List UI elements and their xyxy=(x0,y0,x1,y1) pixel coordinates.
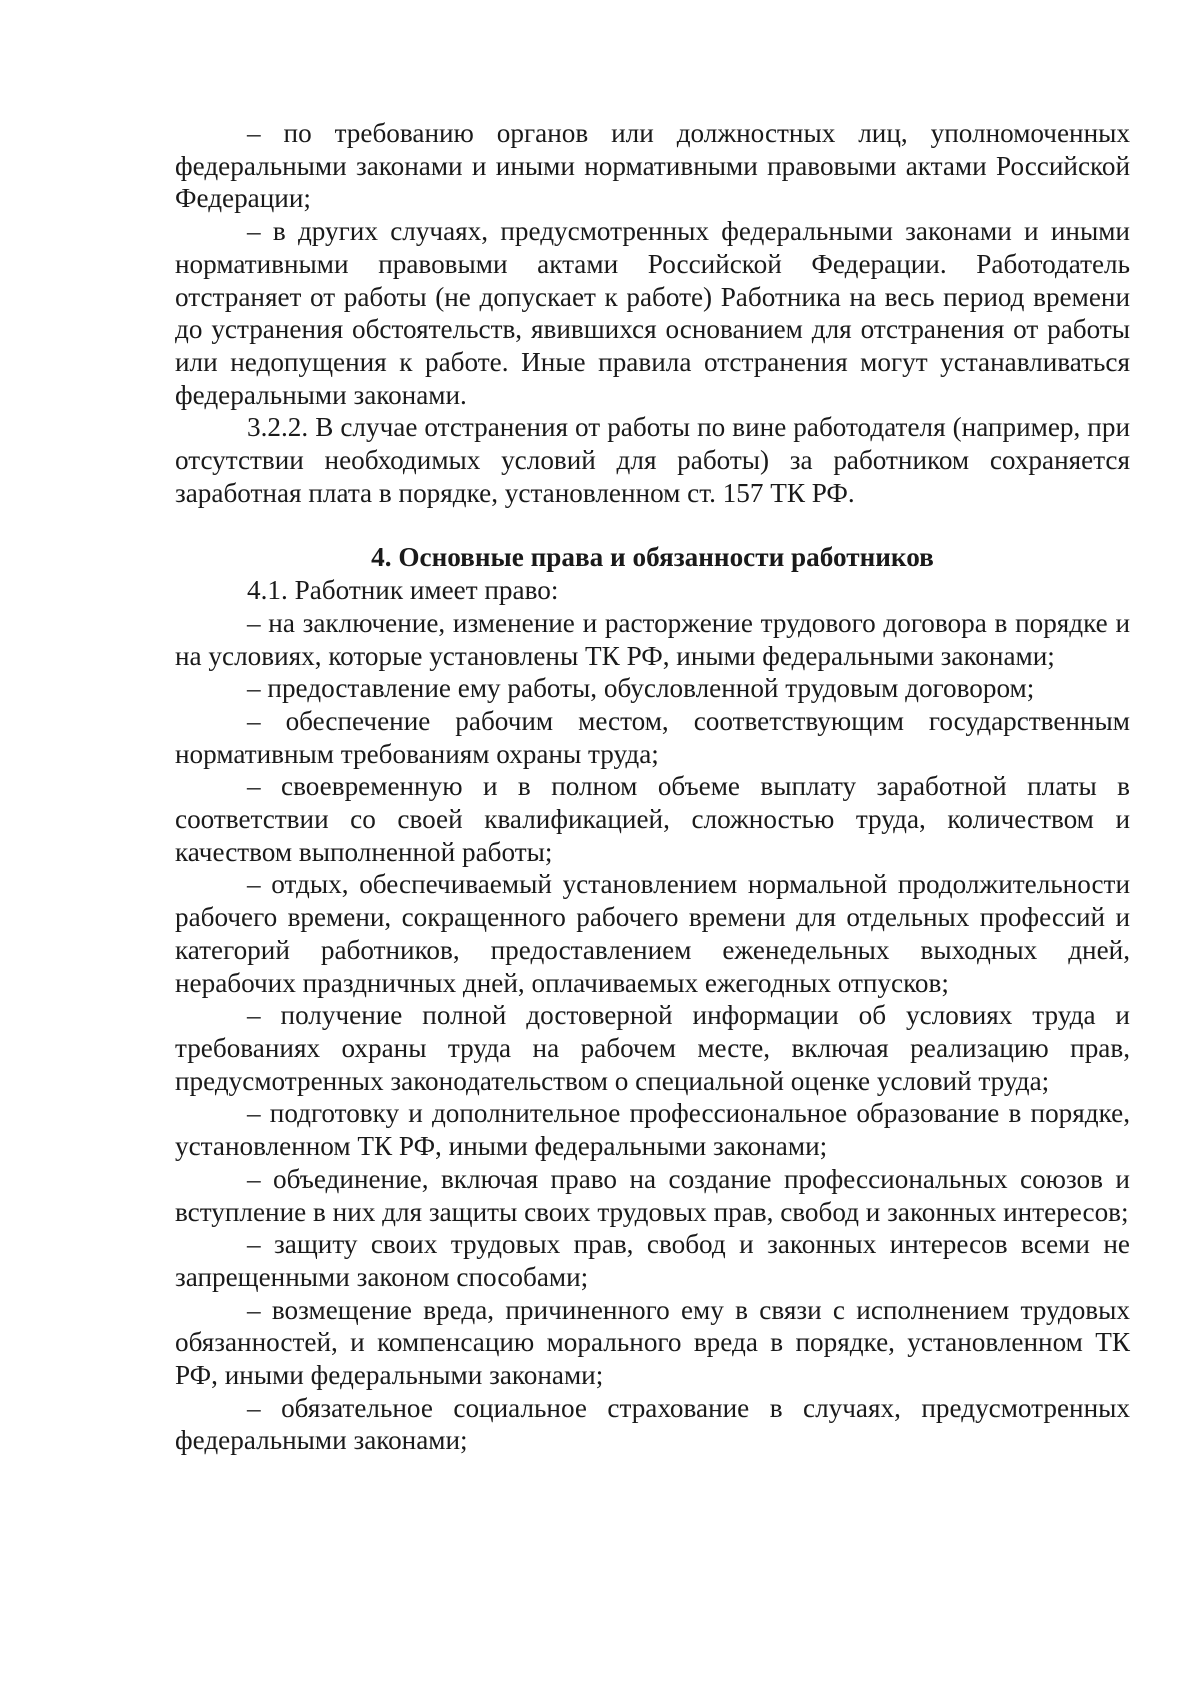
list-item-protection: – защиту своих трудовых прав, свобод и законных интересов всеми не запрещенными законом способами; xyxy=(175,1229,1130,1292)
list-item-rest: – отдых, обеспечиваемый установлением нормальной продолжительности рабочего времени, сокращенного рабочего времени для отдельных профессий и категорий работников, предоставлением еженедельных выходных дней, нерабочих праздничных дней, оплачиваемых ежегодных отпусков; xyxy=(175,869,1130,998)
section-heading: 4. Основные права и обязанности работников xyxy=(371,542,934,573)
list-item-workplace: – обеспечение рабочим местом, соответствующим государственным нормативным требованиям охраны труда; xyxy=(175,705,1130,769)
list-item-union: – объединение, включая право на создание профессиональных союзов и вступление в них для защиты своих трудовых прав, свобод и законных интересов; xyxy=(175,1163,1130,1227)
list-item-insurance: – обязательное социальное страхование в случаях, предусмотренных федеральными законами; xyxy=(175,1392,1130,1456)
list-item-contract: – на заключение, изменение и расторжение трудового договора в порядке и на условиях, которые установлены ТК РФ, иными федеральными законами; xyxy=(175,607,1130,671)
document-page xyxy=(175,117,1130,1457)
paragraph-3-2-2: 3.2.2. В случае отстранения от работы по вине работодателя (например, при отсутствии необходимых условий для работы) за работником сохраняется заработная плата в порядке, установленном ст. 157 ТК РФ. xyxy=(175,412,1130,508)
list-item-salary: – своевременную и в полном объеме выплату заработной платы в соответствии со своей квалификацией, сложностью труда, количеством и качеством выполненной работы; xyxy=(175,771,1130,867)
paragraph-4-1: 4.1. Работник имеет право: xyxy=(247,575,559,606)
list-item-information: – получение полной достоверной информации об условиях труда и требованиях охраны труда на рабочем месте, включая реализацию прав, предусмотренных законодательством о специальной оценке условий труда; xyxy=(175,1000,1130,1096)
paragraph-removal-other-cases: – в других случаях, предусмотренных федеральными законами и иными нормативными правовыми актами Российской Федерации. Работодатель отстраняет от работы (не допускает к работе) Работника на весь период времени до устранения обстоятельств, явившихся основанием для отстранения от работы или недопущения к работе. Иные правила отстранения могут устанавливаться федеральными законами. xyxy=(175,216,1130,410)
list-item-training: – подготовку и дополнительное профессиональное образование в порядке, установленном ТК РФ, иными федеральными законами; xyxy=(175,1098,1130,1162)
list-item-compensation: – возмещение вреда, причиненного ему в связи с исполнением трудовых обязанностей, и компенсацию морального вреда в порядке, установленном ТК РФ, иными федеральными законами; xyxy=(175,1294,1130,1391)
paragraph-removal-by-authorities: – по требованию органов или должностных лиц, уполномоченных федеральными законами и иными нормативными правовыми актами Российской Федерации; xyxy=(175,118,1130,214)
list-item-work-provision: – предоставление ему работы, обусловленной трудовым договором; xyxy=(247,673,1035,704)
